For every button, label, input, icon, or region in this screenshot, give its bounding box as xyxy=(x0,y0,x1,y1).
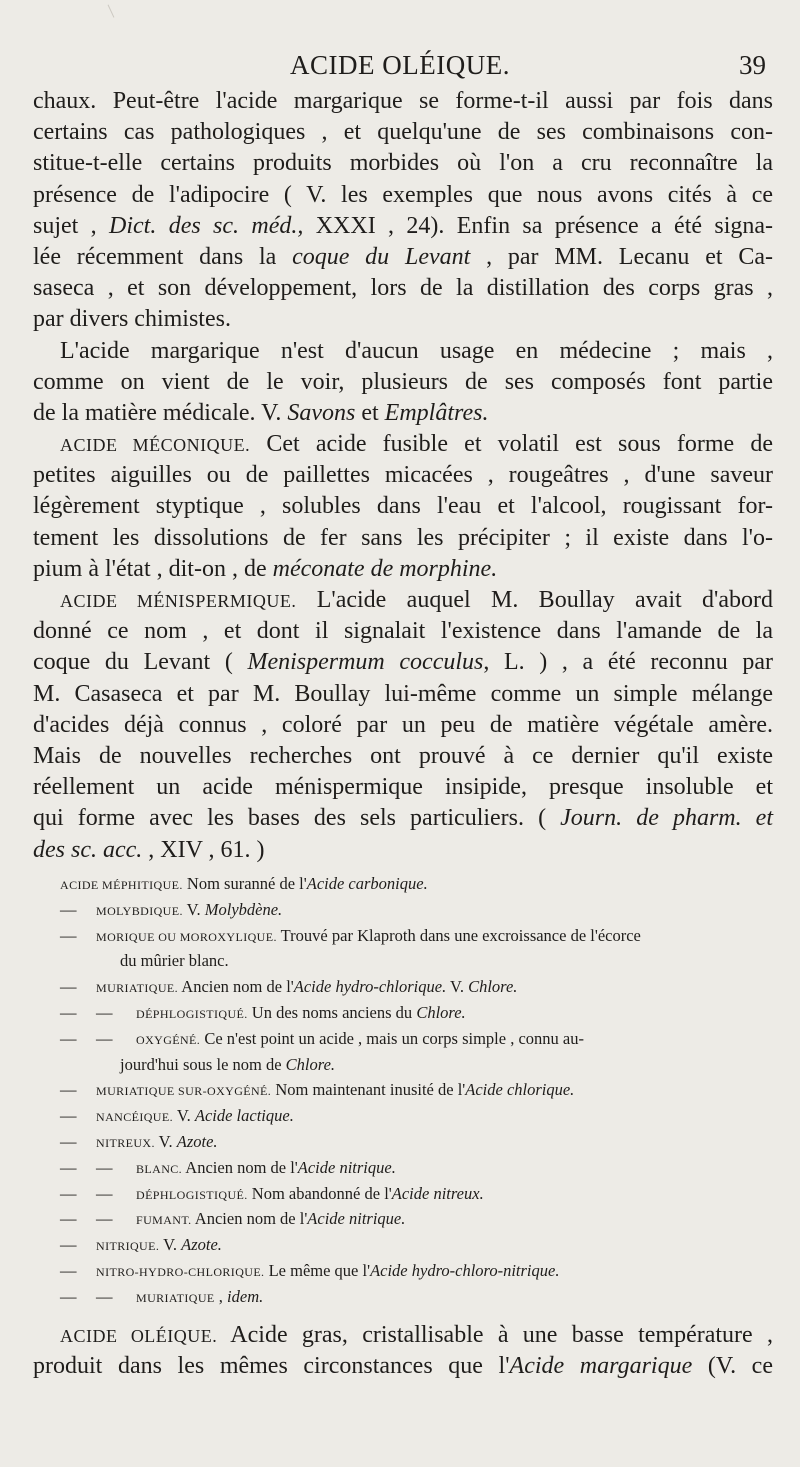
text-run: Le même que l' xyxy=(264,1260,371,1280)
ditto-dash: — xyxy=(96,1286,113,1306)
italic-text: Acide hydro-chlorique. xyxy=(293,977,447,997)
ditto-dash: — xyxy=(96,1028,113,1048)
text-run: XXXI , 24). Enfin sa présence a été signa- xyxy=(303,212,774,239)
list-line xyxy=(60,1026,776,1052)
ditto-dash: — xyxy=(60,1183,77,1203)
text-run: Acide gras, cristallisable à une basse température , xyxy=(217,1322,773,1348)
entry-heading: ACIDE MÉPHITIQUE. xyxy=(60,878,183,892)
list-line xyxy=(60,1129,776,1155)
text-run: comme on vient de le voir, plusieurs de ses composés font partie xyxy=(33,368,773,395)
text-run: légèrement styptique , solubles dans l'eau et l'alcool, rougissant for- xyxy=(33,493,773,520)
ditto-dash: — xyxy=(60,1002,77,1022)
text-run: pium à l'état , dit-on , de xyxy=(33,555,273,582)
entry-heading: NITRIQUE. xyxy=(96,1239,160,1254)
text-run: sujet , xyxy=(33,212,110,239)
italic-text: Dict. des sc. méd., xyxy=(109,212,304,239)
list-line xyxy=(60,1258,776,1284)
text-line xyxy=(33,86,773,117)
entry-heading: ACIDE OLÉIQUE. xyxy=(60,1326,218,1346)
text-line xyxy=(33,491,773,522)
text-line xyxy=(33,273,773,304)
italic-text: méconate de morphine. xyxy=(272,555,498,582)
ditto-dash: — xyxy=(96,1157,113,1177)
list-line xyxy=(60,1155,776,1181)
text-run: du mûrier blanc. xyxy=(120,951,229,971)
ditto-dash: — xyxy=(96,1183,113,1203)
italic-text: Menispermum cocculus xyxy=(247,649,484,676)
text-line xyxy=(33,336,773,367)
ditto-dash: — xyxy=(96,1002,113,1022)
text-line xyxy=(33,398,773,429)
italic-text: Azote. xyxy=(176,1131,218,1151)
text-run: tement les dissolutions de fer sans les précipiter ; il existe dans l'o- xyxy=(33,524,773,551)
ditto-dash: — xyxy=(60,1028,77,1048)
main-text xyxy=(33,86,773,866)
text-run: petites aiguilles ou de paillettes micacées , rougeâtres , d'une saveur xyxy=(33,462,773,489)
text-line xyxy=(33,803,773,834)
italic-text: Acide nitrique. xyxy=(307,1209,406,1229)
italic-text: Acide nitreux. xyxy=(391,1183,484,1203)
italic-text: Savons xyxy=(287,399,356,426)
text-line xyxy=(33,710,773,741)
text-line xyxy=(33,523,773,554)
italic-text: Acide chlorique. xyxy=(465,1080,575,1100)
entry-heading: MOLYBDIQUE. xyxy=(96,903,183,918)
text-line xyxy=(33,429,773,460)
list-line xyxy=(60,1206,776,1232)
text-run: Cet acide fusible et volatil est sous forme de xyxy=(250,431,774,458)
text-run: lée récemment dans la xyxy=(33,243,293,270)
text-run: de la matière médicale. V. xyxy=(33,399,288,426)
text-run: V. xyxy=(182,899,205,919)
text-line xyxy=(33,304,773,335)
text-run: L'acide auquel M. Boullay avait d'abord xyxy=(296,587,773,613)
text-line xyxy=(33,554,773,585)
italic-text: Acide lactique. xyxy=(194,1106,294,1126)
text-line xyxy=(33,242,773,273)
text-run: jourd'hui sous le nom de xyxy=(120,1054,286,1074)
text-run: Ancien nom de l' xyxy=(178,977,294,997)
italic-text: Molybdène. xyxy=(204,899,283,919)
entry-heading: MORIQUE OU MOROXYLIQUE. xyxy=(96,929,277,944)
italic-text: Journ. de pharm. et xyxy=(560,805,774,832)
text-line xyxy=(33,211,773,242)
text-run: Un des noms anciens du xyxy=(247,1002,417,1022)
text-run: V. xyxy=(446,977,469,997)
text-run: Ce n'est point un acide , mais un corps simple , connu au- xyxy=(200,1028,584,1048)
ditto-dash: — xyxy=(60,1260,77,1280)
italic-text: Acide nitrique. xyxy=(297,1157,396,1177)
text-run: M. Casaseca et par M. Boullay lui-même comme un simple mélange xyxy=(33,680,773,707)
text-line xyxy=(33,180,773,211)
text-line xyxy=(33,679,773,710)
ditto-dash: — xyxy=(60,1080,77,1100)
text-line xyxy=(33,460,773,491)
text-run: L'acide margarique n'est d'aucun usage en médecine ; mais , xyxy=(60,337,773,364)
text-run: présence de l'adipocire ( V. les exemples que nous avons cités à ce xyxy=(33,181,773,208)
italic-text: des sc. acc. xyxy=(33,836,143,863)
text-line xyxy=(33,616,773,647)
list-line xyxy=(60,897,776,923)
text-line xyxy=(33,1351,773,1382)
list-line xyxy=(60,1052,776,1078)
list-line xyxy=(60,871,776,897)
italic-text: Azote. xyxy=(181,1235,222,1255)
entry-heading: BLANC. xyxy=(136,1161,183,1176)
text-line xyxy=(33,1320,773,1351)
italic-text: Acide margarique xyxy=(509,1353,693,1380)
entry-heading: NITREUX. xyxy=(96,1135,155,1150)
entry-heading: MURIATIQUE. xyxy=(96,981,179,996)
entry-heading: NITRO-HYDRO-CHLORIQUE. xyxy=(96,1264,265,1279)
entry-heading: MURIATIQUE SUR-OXYGÉNÉ. xyxy=(96,1084,272,1099)
italic-text: coque du Levant xyxy=(292,243,471,270)
running-title: ACIDE OLÉIQUE. xyxy=(290,50,510,80)
list-line xyxy=(60,1284,776,1310)
entry-heading: ACIDE MÉCONIQUE. xyxy=(60,435,251,456)
text-run: par divers chimistes. xyxy=(33,306,231,333)
entry-heading: DÉPHLOGISTIQUÉ. xyxy=(136,1006,248,1021)
text-run: Mais de nouvelles recherches ont prouvé à ce dernier qu'il existe xyxy=(33,742,773,769)
text-run: certains cas pathologiques , et quelqu'une de ses combinaisons con- xyxy=(33,119,773,146)
text-run: , xyxy=(214,1286,228,1306)
entry-heading: NANCÉIQUE. xyxy=(96,1110,173,1125)
text-run: (V. ce xyxy=(692,1353,773,1380)
italic-text: idem. xyxy=(227,1286,264,1306)
text-run: V. xyxy=(154,1131,177,1151)
text-line xyxy=(33,367,773,398)
italic-text: Chlore. xyxy=(468,977,518,997)
list-line xyxy=(60,923,776,949)
text-line xyxy=(33,585,773,616)
cross-reference-list xyxy=(60,871,776,1310)
entry-heading: ACIDE MÉNISPERMIQUE. xyxy=(60,591,297,611)
page-header xyxy=(0,50,800,84)
list-line xyxy=(60,1232,776,1258)
italic-text: Acide carbonique. xyxy=(306,874,428,893)
text-run: Nom maintenant inusité de l' xyxy=(271,1080,466,1100)
text-line xyxy=(33,772,773,803)
list-line xyxy=(60,948,776,974)
text-run: qui forme avec les bases des sels particuliers. ( xyxy=(33,805,561,832)
text-run: Nom abandonné de l' xyxy=(247,1183,392,1203)
text-run: et xyxy=(355,399,385,426)
italic-text: Chlore. xyxy=(285,1054,336,1074)
ink-mark xyxy=(108,0,124,17)
text-run: , XIV , 61. ) xyxy=(142,836,265,863)
list-line xyxy=(60,1077,776,1103)
text-run: , L. ) , a été reconnu par xyxy=(483,649,773,676)
italic-text: Chlore. xyxy=(416,1002,466,1022)
ditto-dash: — xyxy=(60,1157,77,1177)
ditto-dash: — xyxy=(60,1209,77,1229)
ditto-dash: — xyxy=(60,1286,77,1306)
text-run: d'acides déjà connus , coloré par un peu de matière végétale amère. xyxy=(33,711,773,738)
list-line xyxy=(60,1103,776,1129)
ditto-dash: — xyxy=(60,977,77,997)
text-run: stitue-t-elle certains produits morbides où l'on a cru reconnaître la xyxy=(33,150,773,177)
text-line xyxy=(33,117,773,148)
entry-heading: MURIATIQUE xyxy=(136,1290,215,1305)
text-line xyxy=(33,835,773,866)
text-run: Nom suranné de l' xyxy=(182,874,307,893)
list-line xyxy=(60,1000,776,1026)
text-run: chaux. Peut-être l'acide margarique se forme-t-il aussi par fois dans xyxy=(33,88,773,114)
text-run: produit dans les mêmes circonstances que l' xyxy=(33,1353,510,1380)
text-line xyxy=(33,741,773,772)
entry-heading: DÉPHLOGISTIQUÉ. xyxy=(136,1187,248,1202)
text-run: saseca , et son développement, lors de la distillation des corps gras , xyxy=(33,275,773,302)
text-run: coque du Levant ( xyxy=(33,649,248,676)
ditto-dash: — xyxy=(60,899,77,919)
list-line xyxy=(60,974,776,1000)
italic-text: Acide hydro-chloro-nitrique. xyxy=(370,1260,560,1280)
text-run: V. xyxy=(173,1106,195,1126)
entry-acide-oleique xyxy=(33,1320,773,1382)
italic-text: Emplâtres. xyxy=(384,399,489,426)
text-line xyxy=(33,148,773,179)
text-run: Ancien nom de l' xyxy=(182,1157,298,1177)
text-line xyxy=(33,647,773,678)
page-number: 39 xyxy=(739,50,766,80)
ditto-dash: — xyxy=(60,1235,77,1255)
ditto-dash: — xyxy=(96,1209,113,1229)
text-run: Ancien nom de l' xyxy=(191,1209,308,1229)
list-line xyxy=(60,1181,776,1207)
entry-heading: FUMANT. xyxy=(136,1213,192,1228)
text-run: réellement un acide ménispermique insipide, presque insoluble et xyxy=(33,774,773,801)
text-run: V. xyxy=(159,1235,182,1255)
entry-heading: OXYGÉNÉ. xyxy=(136,1032,201,1047)
text-run: Trouvé par Klaproth dans une excroissance de l'écorce xyxy=(276,925,641,945)
ditto-dash: — xyxy=(60,1106,77,1126)
ditto-dash: — xyxy=(60,925,77,945)
text-run: donné ce nom , et dont il signalait l'existence dans l'amande de la xyxy=(33,618,773,645)
ditto-dash: — xyxy=(60,1131,77,1151)
text-run: , par MM. Lecanu et Ca- xyxy=(470,243,773,270)
